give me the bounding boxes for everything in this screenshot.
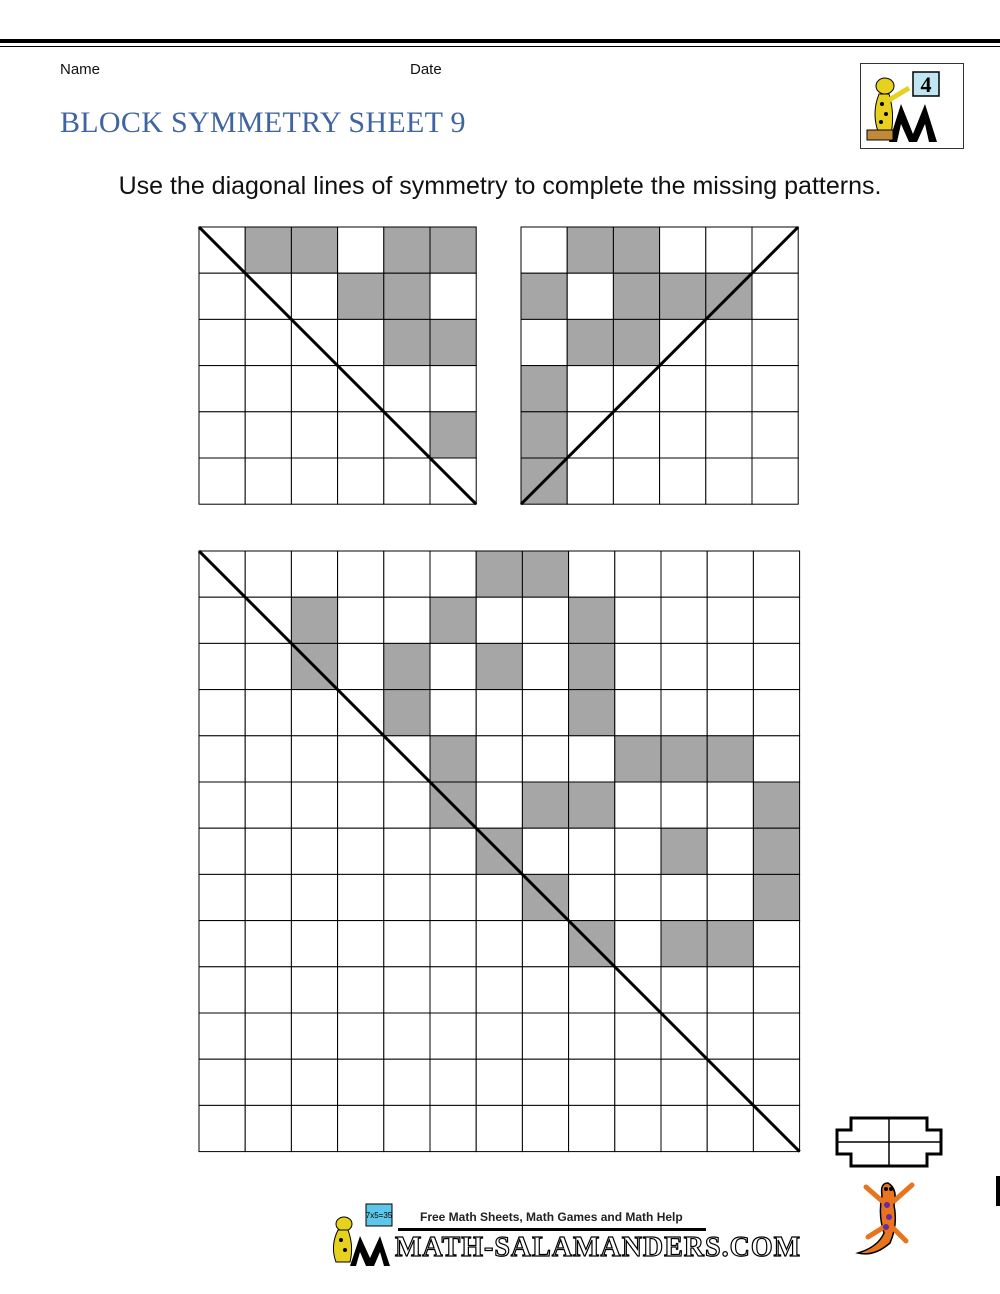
grid-cell[interactable] bbox=[569, 967, 615, 1013]
grid-cell[interactable] bbox=[753, 1059, 799, 1105]
grid-cell-shaded[interactable] bbox=[615, 736, 661, 782]
grid-cell[interactable] bbox=[476, 597, 522, 643]
grid-cell[interactable] bbox=[291, 458, 337, 504]
grid-cell[interactable] bbox=[291, 690, 337, 736]
grid-cell[interactable] bbox=[661, 967, 707, 1013]
grid-cell[interactable] bbox=[615, 1059, 661, 1105]
grid-cell[interactable] bbox=[615, 921, 661, 967]
grid-cell[interactable] bbox=[338, 1059, 384, 1105]
grid-cell[interactable] bbox=[199, 921, 245, 967]
grid-cell[interactable] bbox=[338, 921, 384, 967]
grid-cell[interactable] bbox=[753, 551, 799, 597]
grid-cell-shaded[interactable] bbox=[707, 921, 753, 967]
grid-cell-shaded[interactable] bbox=[291, 227, 337, 273]
grid-cell[interactable] bbox=[707, 1105, 753, 1151]
grid-cell[interactable] bbox=[245, 551, 291, 597]
grid-cell[interactable] bbox=[615, 782, 661, 828]
grid-cell-shaded[interactable] bbox=[430, 597, 476, 643]
grid-cell[interactable] bbox=[338, 1013, 384, 1059]
grid-cell[interactable] bbox=[522, 597, 568, 643]
grid-cell[interactable] bbox=[615, 643, 661, 689]
grid-cell[interactable] bbox=[291, 921, 337, 967]
grid-cell[interactable] bbox=[707, 1013, 753, 1059]
grid-cell[interactable] bbox=[338, 319, 384, 365]
top-rule-thick bbox=[0, 39, 1000, 43]
grid-cell[interactable] bbox=[706, 227, 752, 273]
grid-cell-shaded[interactable] bbox=[476, 551, 522, 597]
grid-cell[interactable] bbox=[707, 690, 753, 736]
instructions-text: Use the diagonal lines of symmetry to complete the missing patterns. bbox=[118, 172, 882, 200]
grid-cell[interactable] bbox=[615, 874, 661, 920]
grid-cell[interactable] bbox=[476, 736, 522, 782]
grid-cell[interactable] bbox=[476, 874, 522, 920]
grid-cell[interactable] bbox=[476, 1105, 522, 1151]
grid-cell[interactable] bbox=[384, 828, 430, 874]
grid-cell[interactable] bbox=[569, 828, 615, 874]
symmetry-shape-icon bbox=[833, 1112, 945, 1172]
grid-cell[interactable] bbox=[752, 366, 798, 412]
grid-cell[interactable] bbox=[615, 1105, 661, 1151]
grid-cell[interactable] bbox=[567, 273, 613, 319]
grid-cell[interactable] bbox=[384, 967, 430, 1013]
grid-cell[interactable] bbox=[245, 967, 291, 1013]
grid-cell[interactable] bbox=[291, 412, 337, 458]
grid-cell[interactable] bbox=[752, 273, 798, 319]
salamander-teacher-icon bbox=[861, 64, 963, 148]
grid-cell[interactable] bbox=[199, 828, 245, 874]
footer-logo-icon bbox=[324, 1202, 396, 1268]
grid-cell[interactable] bbox=[338, 874, 384, 920]
grid-cell[interactable] bbox=[753, 597, 799, 643]
grid-cell[interactable] bbox=[338, 736, 384, 782]
grid-cell[interactable] bbox=[660, 412, 706, 458]
grid-cell[interactable] bbox=[615, 1013, 661, 1059]
grid-cell[interactable] bbox=[199, 1105, 245, 1151]
footer-brand: MATH-SALAMANDERS.COM bbox=[395, 1232, 802, 1263]
grid-cell[interactable] bbox=[291, 366, 337, 412]
grid-cell[interactable] bbox=[338, 643, 384, 689]
grid-cell[interactable] bbox=[245, 1059, 291, 1105]
grid-cell-shaded[interactable] bbox=[430, 412, 476, 458]
grid-cell[interactable] bbox=[569, 551, 615, 597]
grid-cell[interactable] bbox=[430, 643, 476, 689]
grid-cell[interactable] bbox=[384, 458, 430, 504]
grid-cell[interactable] bbox=[338, 412, 384, 458]
grid-cell[interactable] bbox=[613, 412, 659, 458]
grid-cell[interactable] bbox=[199, 1059, 245, 1105]
grid-cell-shaded[interactable] bbox=[384, 690, 430, 736]
grid-cell[interactable] bbox=[522, 921, 568, 967]
grid-cell[interactable] bbox=[338, 458, 384, 504]
grid-cell[interactable] bbox=[660, 366, 706, 412]
grid-cell[interactable] bbox=[569, 736, 615, 782]
grid-cell[interactable] bbox=[291, 273, 337, 319]
grid-cell-shaded[interactable] bbox=[521, 273, 567, 319]
grid-cell[interactable] bbox=[706, 366, 752, 412]
grid-cell[interactable] bbox=[476, 782, 522, 828]
grid-cell-shaded[interactable] bbox=[430, 227, 476, 273]
grid-cell[interactable] bbox=[522, 736, 568, 782]
grid-cell[interactable] bbox=[661, 1105, 707, 1151]
grid-cell[interactable] bbox=[661, 690, 707, 736]
grid-cell[interactable] bbox=[660, 458, 706, 504]
grid-cell-shaded[interactable] bbox=[753, 828, 799, 874]
grid-cell[interactable] bbox=[199, 1013, 245, 1059]
grid-cell[interactable] bbox=[338, 782, 384, 828]
symmetry-grid-top-left bbox=[198, 226, 480, 514]
grid-cell[interactable] bbox=[384, 551, 430, 597]
grid-cell[interactable] bbox=[476, 967, 522, 1013]
grid-cell[interactable] bbox=[476, 1013, 522, 1059]
grid-cell[interactable] bbox=[430, 551, 476, 597]
grid-cell[interactable] bbox=[199, 319, 245, 365]
footer-tagline: Free Math Sheets, Math Games and Math Help bbox=[420, 1210, 683, 1224]
grid-cell[interactable] bbox=[245, 736, 291, 782]
grid-cell[interactable] bbox=[245, 319, 291, 365]
grid-cell[interactable] bbox=[384, 921, 430, 967]
grid-cell[interactable] bbox=[706, 319, 752, 365]
grid-cell-shaded[interactable] bbox=[245, 227, 291, 273]
grid-cell[interactable] bbox=[199, 782, 245, 828]
grid-cell[interactable] bbox=[567, 458, 613, 504]
grid-cell-shaded[interactable] bbox=[384, 227, 430, 273]
grid-cell[interactable] bbox=[384, 874, 430, 920]
grid-cell-shaded[interactable] bbox=[430, 319, 476, 365]
grid-cell[interactable] bbox=[245, 1105, 291, 1151]
grid-cell[interactable] bbox=[245, 1013, 291, 1059]
grid-cell[interactable] bbox=[199, 874, 245, 920]
grid-cell[interactable] bbox=[430, 1013, 476, 1059]
grid-cell-shaded[interactable] bbox=[660, 273, 706, 319]
grid-cell[interactable] bbox=[613, 458, 659, 504]
grid-cell[interactable] bbox=[522, 1105, 568, 1151]
grid-cell[interactable] bbox=[707, 874, 753, 920]
grid-cell-shaded[interactable] bbox=[338, 273, 384, 319]
grid-cell[interactable] bbox=[245, 921, 291, 967]
grid-cell[interactable] bbox=[245, 690, 291, 736]
grid-cell-shaded[interactable] bbox=[476, 643, 522, 689]
grid-cell[interactable] bbox=[752, 458, 798, 504]
grid-cell[interactable] bbox=[476, 690, 522, 736]
grid-cell[interactable] bbox=[522, 828, 568, 874]
grid-cell[interactable] bbox=[707, 551, 753, 597]
grid-cell[interactable] bbox=[338, 227, 384, 273]
grid-cell[interactable] bbox=[522, 1059, 568, 1105]
symmetry-grid-large bbox=[198, 550, 804, 1168]
grid-cell[interactable] bbox=[199, 412, 245, 458]
grid-cell[interactable] bbox=[522, 967, 568, 1013]
grid-cell[interactable] bbox=[706, 412, 752, 458]
grid-cell[interactable] bbox=[291, 874, 337, 920]
grid-cell-shaded[interactable] bbox=[430, 736, 476, 782]
grid-cell[interactable] bbox=[707, 782, 753, 828]
grade-badge-text: 4 bbox=[920, 72, 932, 97]
grid-cell[interactable] bbox=[522, 690, 568, 736]
footer-rule bbox=[398, 1228, 706, 1231]
grid-cell[interactable] bbox=[291, 1105, 337, 1151]
grid-cell[interactable] bbox=[661, 597, 707, 643]
grid-cell-shaded[interactable] bbox=[707, 736, 753, 782]
grid-cell-shaded[interactable] bbox=[753, 782, 799, 828]
grid-cell-shaded[interactable] bbox=[384, 273, 430, 319]
grid-cell[interactable] bbox=[660, 227, 706, 273]
grid-cell[interactable] bbox=[338, 967, 384, 1013]
grid-cell[interactable] bbox=[384, 1059, 430, 1105]
grid-cell[interactable] bbox=[567, 366, 613, 412]
grid-cell[interactable] bbox=[199, 597, 245, 643]
grid-cell[interactable] bbox=[476, 921, 522, 967]
grid-cell[interactable] bbox=[291, 967, 337, 1013]
grid-cell-shaded[interactable] bbox=[384, 319, 430, 365]
grid-cell[interactable] bbox=[245, 366, 291, 412]
grid-cell[interactable] bbox=[291, 782, 337, 828]
grid-cell[interactable] bbox=[753, 967, 799, 1013]
grid-cell[interactable] bbox=[569, 1059, 615, 1105]
symmetry-grid-top-right bbox=[520, 226, 804, 514]
mini-sign-text: 7x5=35 bbox=[365, 1211, 393, 1220]
edge-marker bbox=[996, 1176, 1000, 1206]
grid-cell[interactable] bbox=[753, 643, 799, 689]
grid-cell[interactable] bbox=[245, 828, 291, 874]
grid-cell[interactable] bbox=[661, 551, 707, 597]
grid-cell[interactable] bbox=[569, 1105, 615, 1151]
grid-cell[interactable] bbox=[338, 1105, 384, 1151]
grid-cell[interactable] bbox=[430, 273, 476, 319]
grid-cell-shaded[interactable] bbox=[521, 412, 567, 458]
grid-cell[interactable] bbox=[521, 319, 567, 365]
grid-cell-shaded[interactable] bbox=[661, 736, 707, 782]
grid-cell[interactable] bbox=[430, 967, 476, 1013]
grid-cell[interactable] bbox=[245, 412, 291, 458]
grid-cell-shaded[interactable] bbox=[567, 227, 613, 273]
grid-cell[interactable] bbox=[199, 643, 245, 689]
grid-cell[interactable] bbox=[753, 690, 799, 736]
grid-cell[interactable] bbox=[615, 690, 661, 736]
grid-cell-shaded[interactable] bbox=[613, 273, 659, 319]
name-label: Name bbox=[60, 61, 101, 78]
grid-cell[interactable] bbox=[245, 782, 291, 828]
grid-cell[interactable] bbox=[661, 782, 707, 828]
grid-cell[interactable] bbox=[245, 458, 291, 504]
grid-cell[interactable] bbox=[245, 643, 291, 689]
grid-cell[interactable] bbox=[476, 1059, 522, 1105]
grid-cell[interactable] bbox=[338, 597, 384, 643]
grid-cell[interactable] bbox=[430, 1105, 476, 1151]
grid-cell[interactable] bbox=[661, 874, 707, 920]
grid-cell[interactable] bbox=[338, 551, 384, 597]
grade-logo bbox=[860, 63, 964, 149]
grid-cell-shaded[interactable] bbox=[522, 551, 568, 597]
grid-cell[interactable] bbox=[430, 366, 476, 412]
page-title: BLOCK SYMMETRY SHEET 9 bbox=[60, 106, 466, 139]
grid-cell[interactable] bbox=[569, 874, 615, 920]
grid-cell[interactable] bbox=[522, 643, 568, 689]
grid-cell[interactable] bbox=[753, 921, 799, 967]
grid-cell[interactable] bbox=[615, 828, 661, 874]
date-label: Date bbox=[410, 61, 442, 78]
top-rule-thin bbox=[0, 46, 1000, 47]
grid-cell[interactable] bbox=[752, 412, 798, 458]
grid-cell-shaded[interactable] bbox=[569, 782, 615, 828]
grid-cell-shaded[interactable] bbox=[522, 782, 568, 828]
grid-cell-shaded[interactable] bbox=[613, 319, 659, 365]
grid-cell[interactable] bbox=[522, 1013, 568, 1059]
grid-cell-shaded[interactable] bbox=[661, 921, 707, 967]
grid-cell[interactable] bbox=[291, 551, 337, 597]
grid-cell-shaded[interactable] bbox=[567, 319, 613, 365]
grid-cell[interactable] bbox=[752, 319, 798, 365]
grid-cell[interactable] bbox=[291, 1059, 337, 1105]
grid-cell[interactable] bbox=[707, 828, 753, 874]
grid-cell-shaded[interactable] bbox=[384, 643, 430, 689]
grid-cell[interactable] bbox=[291, 828, 337, 874]
grid-cell[interactable] bbox=[245, 874, 291, 920]
grid-cell-shaded[interactable] bbox=[291, 597, 337, 643]
grid-cell-shaded[interactable] bbox=[569, 643, 615, 689]
grid-cell[interactable] bbox=[430, 874, 476, 920]
grid-cell[interactable] bbox=[707, 643, 753, 689]
grid-cell[interactable] bbox=[753, 1013, 799, 1059]
grid-cell-shaded[interactable] bbox=[661, 828, 707, 874]
grid-cell[interactable] bbox=[384, 597, 430, 643]
grid-cell[interactable] bbox=[291, 736, 337, 782]
grid-cell[interactable] bbox=[384, 1013, 430, 1059]
salamander-icon bbox=[848, 1175, 928, 1261]
grid-cell-shaded[interactable] bbox=[613, 227, 659, 273]
grid-cell[interactable] bbox=[707, 967, 753, 1013]
grid-cell-shaded[interactable] bbox=[753, 874, 799, 920]
grid-cell[interactable] bbox=[753, 736, 799, 782]
grid-cell[interactable] bbox=[199, 273, 245, 319]
grid-cell[interactable] bbox=[706, 458, 752, 504]
grid-cell[interactable] bbox=[199, 736, 245, 782]
grid-cell[interactable] bbox=[569, 1013, 615, 1059]
grid-cell-shaded[interactable] bbox=[569, 690, 615, 736]
grid-cell[interactable] bbox=[615, 597, 661, 643]
grid-cell[interactable] bbox=[615, 551, 661, 597]
grid-cell[interactable] bbox=[291, 1013, 337, 1059]
grid-cell[interactable] bbox=[199, 967, 245, 1013]
grid-cell[interactable] bbox=[661, 643, 707, 689]
grid-cell[interactable] bbox=[384, 1105, 430, 1151]
grid-cell[interactable] bbox=[430, 921, 476, 967]
grid-cell[interactable] bbox=[199, 366, 245, 412]
grid-cell-shaded[interactable] bbox=[569, 597, 615, 643]
grid-cell[interactable] bbox=[199, 458, 245, 504]
grid-cell[interactable] bbox=[661, 1059, 707, 1105]
grid-cell[interactable] bbox=[521, 227, 567, 273]
grid-cell[interactable] bbox=[707, 597, 753, 643]
grid-cell[interactable] bbox=[430, 690, 476, 736]
grid-cell[interactable] bbox=[199, 690, 245, 736]
grid-cell[interactable] bbox=[338, 828, 384, 874]
grid-cell[interactable] bbox=[384, 366, 430, 412]
grid-cell-shaded[interactable] bbox=[521, 366, 567, 412]
grid-cell[interactable] bbox=[384, 782, 430, 828]
grid-cell[interactable] bbox=[430, 828, 476, 874]
grid-cell[interactable] bbox=[430, 1059, 476, 1105]
